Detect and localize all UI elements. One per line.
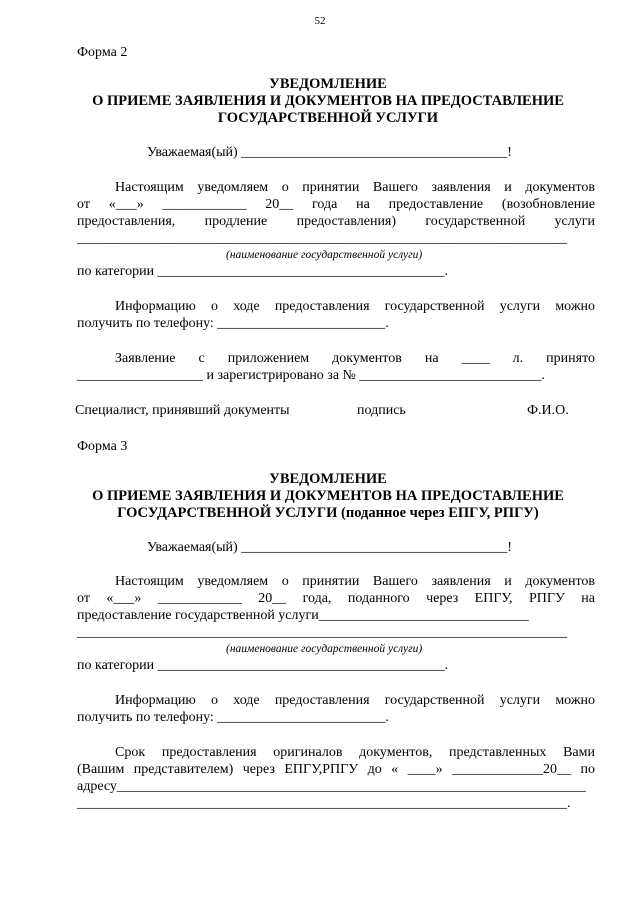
form2-label: Форма 2	[77, 45, 128, 60]
form3-notice-line1: Настоящим уведомляем о принятии Вашего заявления и документов	[115, 574, 595, 589]
form3-term-line1: Срок предоставления оригиналов документов, представленных Вами	[115, 745, 595, 760]
form3-notice-line4: ______________________________________________________________________	[77, 625, 567, 640]
form2-sign-fio: Ф.И.О.	[527, 403, 569, 418]
form2-application-line1: Заявление с приложением документов на ____ л. принято	[115, 351, 595, 366]
form2-sign-signature: подпись	[357, 403, 406, 418]
form2-application-line2: __________________ и зарегистрировано за № __________________________.	[77, 368, 545, 383]
form3-title-line1: УВЕДОМЛЕНИЕ	[269, 471, 387, 487]
form3-greeting: Уважаемая(ый) ______________________________________!	[147, 540, 512, 555]
form2-sign-specialist: Специалист, принявший документы	[75, 403, 290, 418]
form3-title-line2: О ПРИЕМЕ ЗАЯВЛЕНИЯ И ДОКУМЕНТОВ НА ПРЕДОСТАВЛЕНИЕ	[92, 488, 564, 504]
form2-title-line1: УВЕДОМЛЕНИЕ	[269, 76, 387, 92]
form2-info-line2: получить по телефону: ________________________.	[77, 316, 389, 331]
form2-service-caption: (наименование государственной услуги)	[226, 249, 423, 261]
form2-info-line1: Информацию о ходе предоставления государственной услуги можно	[115, 299, 595, 314]
page-number: 52	[314, 15, 326, 27]
form3-label: Форма 3	[77, 439, 128, 454]
form3-info-line2: получить по телефону: ________________________.	[77, 710, 389, 725]
form2-notice-line3: предоставления, продление предоставления) государственной услуги	[77, 214, 595, 229]
form3-term-line4: ______________________________________________________________________.	[77, 796, 571, 811]
form3-info-line1: Информацию о ходе предоставления государственной услуги можно	[115, 693, 595, 708]
form3-notice-line3: предоставление государственной услуги______________________________	[77, 608, 529, 623]
form2-notice-line2: от «___» ____________ 20__ года на предоставление (возобновление	[77, 197, 595, 212]
form3-service-caption: (наименование государственной услуги)	[226, 643, 423, 655]
form3-title-line3: ГОСУДАРСТВЕННОЙ УСЛУГИ (поданное через ЕПГУ, РПГУ)	[117, 505, 539, 521]
form3-term-line3: адресу___________________________________________________________________	[77, 779, 586, 794]
form3-category: по категории _________________________________________.	[77, 658, 449, 673]
form3-term-line2: (Вашим представителем) через ЕПГУ,РПГУ до « ____» _____________20__ по	[77, 762, 595, 777]
form2-category: по категории _________________________________________.	[77, 264, 449, 279]
form2-notice-line1: Настоящим уведомляем о принятии Вашего заявления и документов	[115, 180, 595, 195]
form2-greeting: Уважаемая(ый) ______________________________________!	[147, 145, 512, 160]
form3-notice-line2: от «___» ____________ 20__ года, поданного через ЕПГУ, РПГУ на	[77, 591, 595, 606]
form2-title-line2: О ПРИЕМЕ ЗАЯВЛЕНИЯ И ДОКУМЕНТОВ НА ПРЕДОСТАВЛЕНИЕ	[92, 93, 564, 109]
form2-notice-line4: ______________________________________________________________________	[77, 231, 567, 246]
form2-title-line3: ГОСУДАРСТВЕННОЙ УСЛУГИ	[217, 110, 439, 126]
